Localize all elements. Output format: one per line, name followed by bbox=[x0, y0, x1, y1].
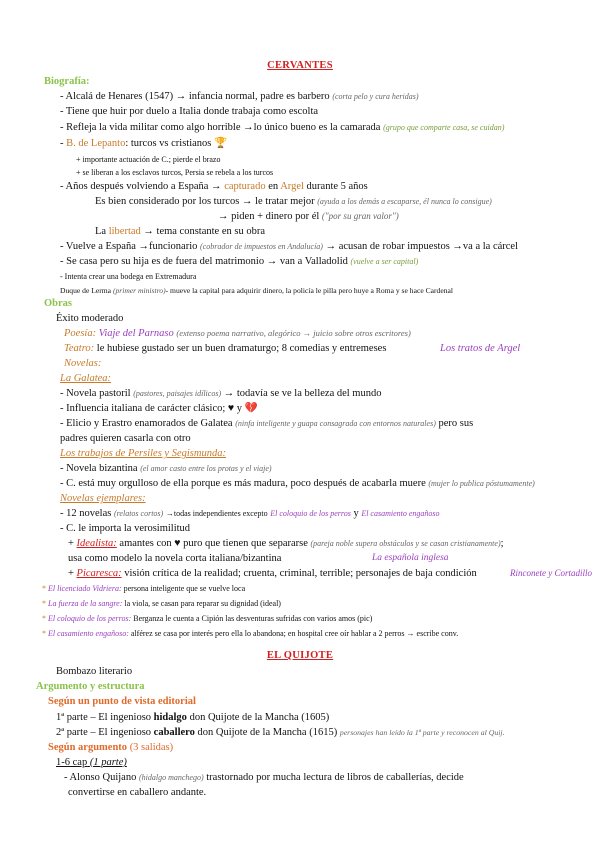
bio-line-4 bbox=[60, 137, 227, 150]
text: ; bbox=[500, 538, 504, 549]
bio-line-3 bbox=[60, 121, 504, 134]
text: - Alonso Quijano bbox=[64, 772, 137, 783]
text: Duque de Lerma bbox=[60, 286, 112, 295]
persiles-line-2 bbox=[60, 477, 535, 490]
text: la viola, se casan para reparar su dignidad (ideal) bbox=[124, 599, 281, 608]
note: (hidalgo manchego) bbox=[138, 773, 204, 782]
ejemplares-heading: Novelas ejemplares: bbox=[60, 493, 146, 504]
text: puro que tienen que separarse bbox=[183, 538, 308, 549]
galatea-line-1 bbox=[60, 387, 381, 400]
text: - Vuelve a España →funcionario bbox=[60, 241, 198, 252]
bio-line-1 bbox=[60, 90, 419, 103]
text: : turcos vs cristianos bbox=[125, 138, 212, 149]
star-icon: * bbox=[42, 614, 46, 623]
star-icon: * bbox=[42, 599, 46, 608]
note: (pastores, paisajes idílicos) bbox=[133, 389, 222, 398]
work-title: El licenciado Vidriera: bbox=[48, 584, 122, 593]
ejemplares-line-3 bbox=[68, 537, 504, 550]
persiles-heading: Los trabajos de Persiles y Segismunda: bbox=[60, 448, 226, 459]
text: alférez se casa por interés pero ella lo abandona; en hospital cree oír hablar a 2 perros → escribe conv. bbox=[130, 629, 459, 638]
espanola-inglesa: La española inglesa bbox=[372, 553, 449, 563]
bio-line-14 bbox=[60, 284, 453, 297]
cap-heading bbox=[56, 756, 127, 769]
alonso-line-1 bbox=[64, 771, 464, 784]
page-title: CERVANTES bbox=[267, 60, 333, 71]
ejemplares-line-1 bbox=[60, 507, 440, 520]
text: → todavía se ve la belleza del mundo bbox=[223, 388, 382, 399]
bio-line-11 bbox=[60, 240, 518, 253]
text: - 12 novelas bbox=[60, 508, 112, 519]
bio-line-12 bbox=[60, 255, 418, 268]
work-title: El coloquio de los perros: bbox=[48, 614, 132, 623]
text: Berganza le cuenta a Cipión las desventuras sufridas con varios amos (pic) bbox=[133, 614, 373, 623]
text: → piden + dinero por él bbox=[218, 211, 320, 222]
editorial-heading: Según un punto de vista editorial bbox=[48, 696, 196, 707]
label: Idealista: bbox=[76, 538, 117, 549]
work-title: El casamiento engañoso: bbox=[48, 629, 129, 638]
novelas-label: Novelas: bbox=[64, 358, 102, 369]
summary-sangre bbox=[42, 597, 281, 610]
ejemplares-line-4: usa como modelo la novela corta italiana/bizantina bbox=[68, 553, 282, 564]
note: (vuelve a ser capital) bbox=[350, 257, 419, 266]
bio-line-7 bbox=[60, 180, 368, 193]
note: (relatos cortos) bbox=[113, 509, 164, 518]
text: - Se casa pero su hija es de fuera del matrimonio → van a Valladolid bbox=[60, 256, 348, 267]
text: 2ª parte – El ingenioso bbox=[56, 727, 152, 738]
rinconete: Rinconete y Cortadillo bbox=[510, 568, 592, 578]
text: →todas independientes excepto bbox=[165, 509, 268, 518]
trophy-icon: 🏆 bbox=[213, 138, 228, 149]
argumento-heading: Argumento y estructura bbox=[36, 681, 145, 692]
heart-icon: ♥ bbox=[227, 403, 235, 414]
text: - Refleja la vida militar como algo horrible →lo único bueno es la camarada bbox=[60, 122, 381, 133]
note: (3 salidas) bbox=[129, 742, 174, 753]
work-title: El casamiento engañoso bbox=[361, 509, 440, 518]
text: amantes con bbox=[119, 538, 172, 549]
text: - Novela bizantina bbox=[60, 463, 138, 474]
text: - bbox=[60, 138, 67, 149]
bio-line-10 bbox=[95, 225, 265, 238]
text: - Años después volviendo a España → bbox=[60, 181, 222, 192]
broken-heart-icon: 💔 bbox=[244, 403, 258, 414]
bio-line-6: + se liberan a los esclavos turcos, Persia se rebela a los turcos bbox=[76, 168, 274, 177]
quijote-title: EL QUIJOTE bbox=[266, 650, 334, 661]
work-title: Viaje del Parnaso bbox=[98, 328, 174, 339]
text: Según argumento bbox=[48, 742, 128, 753]
label: Poesía: bbox=[64, 328, 97, 339]
text: + bbox=[68, 538, 74, 549]
text: hidalgo bbox=[153, 712, 187, 723]
heart-icon: ♥ bbox=[174, 538, 181, 549]
summary-casamiento bbox=[42, 627, 458, 640]
galatea-line-3 bbox=[60, 417, 473, 430]
obras-heading: Obras bbox=[44, 298, 73, 309]
alonso-line-2: convertirse en caballero andante. bbox=[68, 787, 207, 798]
text: - mueve la capital para adquirir dinero, la policía le pilla pero huye a Roma y se hace Cardenal bbox=[165, 286, 453, 295]
bio-line-9 bbox=[218, 210, 399, 223]
bio-line-13: - Intenta crear una bodega en Extremadura bbox=[60, 272, 197, 281]
note: (grupo que comparte casa, se cuidan) bbox=[383, 123, 505, 132]
note: (extenso poema narrativo, alegórico → juicio sobre otros escritores) bbox=[176, 328, 411, 338]
text: persona inteligente que se vuelve loca bbox=[123, 584, 246, 593]
summary-vidriera bbox=[42, 582, 245, 595]
text: don Quijote de la Mancha (1605) bbox=[189, 712, 330, 723]
tratos-de-argel: Los tratos de Argel bbox=[440, 343, 521, 354]
bombazo-line: Bombazo literario bbox=[56, 666, 133, 677]
highlight: capturado bbox=[224, 181, 266, 192]
text: + bbox=[68, 568, 74, 579]
text: 1-6 cap bbox=[56, 757, 88, 768]
work-title: La fuerza de la sangre: bbox=[48, 599, 123, 608]
text: - Elicio y Erastro enamorados de Galatea bbox=[60, 418, 233, 429]
galatea-line-2 bbox=[60, 402, 258, 415]
note: (ninfa inteligente y guapa consagrada con entornos naturales) bbox=[235, 419, 436, 428]
biografia-heading: Biografía: bbox=[44, 76, 90, 87]
star-icon: * bbox=[42, 584, 46, 593]
label: Teatro: bbox=[64, 343, 95, 354]
text: y bbox=[353, 508, 359, 519]
persiles-line-1 bbox=[60, 462, 272, 475]
text: en bbox=[268, 181, 279, 192]
teatro-line bbox=[64, 342, 386, 355]
bio-line-2: - Tiene que huir por duelo a Italia donde trabaja como escolta bbox=[60, 106, 319, 117]
ejemplares-line-5 bbox=[68, 567, 477, 580]
text: La bbox=[95, 226, 107, 237]
text: visión crítica de la realidad; cruenta, criminal, terrible; personajes de baja condición bbox=[124, 568, 477, 579]
work-title: El coloquio de los perros bbox=[270, 509, 351, 518]
highlight: Argel bbox=[280, 181, 304, 192]
bio-line-8 bbox=[95, 195, 492, 208]
note: (el amor casto entre los protas y el viaje) bbox=[140, 464, 272, 473]
text: le hubiese gustado ser un buen dramaturgo; 8 comedias y entremeses bbox=[96, 343, 387, 354]
bio-line-5: + importante actuación de C.; pierde el brazo bbox=[76, 155, 221, 164]
text: - C. está muy orgulloso de ella porque es más madura, poco después de acabarla muere bbox=[60, 478, 426, 489]
star-icon: * bbox=[42, 629, 46, 638]
text: caballero bbox=[153, 727, 195, 738]
text: - Novela pastoril bbox=[60, 388, 131, 399]
text: durante 5 años bbox=[306, 181, 368, 192]
text: trastornado por mucha lectura de libros de caballerías, decide bbox=[206, 772, 464, 783]
galatea-line-4: padres quieren casarla con otro bbox=[60, 433, 191, 444]
text: y bbox=[236, 403, 243, 414]
text: Es bien considerado por los turcos → le tratar mejor bbox=[95, 196, 315, 207]
ejemplares-line-2: - C. le importa la verosimilitud bbox=[60, 523, 191, 534]
text: 1ª parte – El ingenioso bbox=[56, 712, 152, 723]
note: (pareja noble supera obstáculos y se casan cristianamente) bbox=[310, 539, 501, 548]
poesia-line bbox=[64, 327, 411, 340]
text: → tema constante en su obra bbox=[143, 226, 265, 237]
note: ("por su gran valor") bbox=[321, 211, 399, 221]
summary-coloquio bbox=[42, 612, 372, 625]
exito-line: Éxito moderado bbox=[56, 313, 124, 324]
galatea-heading: La Galatea: bbox=[60, 373, 112, 384]
text: - Influencia italiana de carácter clásico; bbox=[60, 403, 226, 414]
note: (corta pelo y cura heridas) bbox=[332, 92, 419, 101]
text: - Alcalá de Henares (1547) → infancia normal, padre es barbero bbox=[60, 91, 330, 102]
quijote-part-1 bbox=[56, 711, 329, 724]
note: (primer ministro) bbox=[112, 286, 166, 295]
note: (ayuda a los demás a escaparse, él nunca lo consigue) bbox=[317, 197, 492, 206]
lepanto-link-text: B. de Lepanto bbox=[66, 138, 126, 149]
note: (mujer lo publica póstumamente) bbox=[428, 479, 535, 488]
text: don Quijote de la Mancha (1615) bbox=[197, 727, 338, 738]
text: pero sus bbox=[438, 418, 474, 429]
note: personajes han leído la 1ª parte y reconocen al Quij. bbox=[339, 728, 505, 737]
note: (cobrador de impuestos en Andalucía) bbox=[200, 242, 323, 251]
highlight: libertad bbox=[108, 226, 141, 237]
segun-argumento-heading bbox=[48, 741, 173, 754]
quijote-part-2 bbox=[56, 726, 505, 739]
label: Picaresca: bbox=[76, 568, 122, 579]
text: → acusan de robar impuestos →va a la cárcel bbox=[325, 241, 519, 252]
text: (1 parte) bbox=[89, 757, 127, 768]
